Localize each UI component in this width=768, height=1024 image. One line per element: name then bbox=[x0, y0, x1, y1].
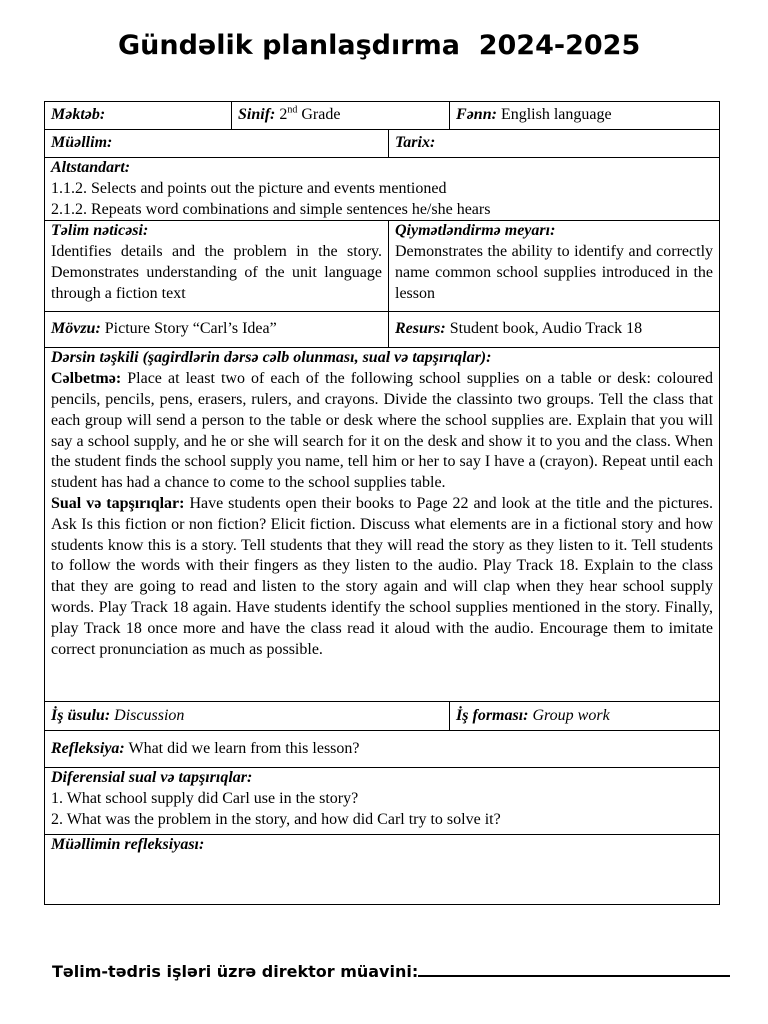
motivation-paragraph bbox=[51, 369, 713, 494]
teacher-reflection-row bbox=[45, 835, 720, 905]
outcome-text: Identifies details and the problem in the story. Demonstrates understanding of the unit language through a fiction text bbox=[51, 243, 382, 302]
director-label: Təlim-tədris işləri üzrə direktor müavini: bbox=[52, 962, 419, 981]
director-signature-line bbox=[52, 957, 730, 981]
tasks-text: Have students open their books to Page 22 and look at the title and the pictures. Ask Is this fiction or non fiction? Elicit fiction. Discuss what elements are in a fictional story and how students know this is a story. Tell students that they will read the story as they listen to it. Tell students to follow the words with their fingers as they listen to the audio. Play Track 18. Explain to the class that they are going to read and listen to the story again and will clap when they hear school supply words. Play Track 18 again. Have students identify the school supplies mentioned in the story. Finally, play Track 18 once more and have the class read it aloud with the audio. Encourage them to imitate correct pronunciation as much as possible. bbox=[51, 494, 714, 658]
grade-cell bbox=[232, 102, 450, 130]
substandard-row bbox=[45, 158, 720, 221]
signature-blank-line bbox=[418, 957, 730, 977]
lesson-plan-table bbox=[44, 101, 720, 905]
tasks-paragraph bbox=[51, 494, 713, 660]
assessment-cell bbox=[389, 221, 720, 312]
topic-value: Picture Story “Carl’s Idea” bbox=[100, 320, 277, 338]
differential-row bbox=[45, 768, 720, 835]
substandard-cell bbox=[45, 158, 720, 221]
teacher-reflection-label: Müəllimin refleksiyası: bbox=[51, 836, 205, 854]
organization-cell bbox=[45, 348, 720, 702]
differential-cell bbox=[45, 768, 720, 835]
subject-value: English language bbox=[496, 106, 612, 124]
reflection-cell bbox=[45, 731, 720, 768]
resource-value: Student book, Audio Track 18 bbox=[445, 320, 643, 338]
subject-cell bbox=[450, 102, 720, 130]
date-label: Tarix: bbox=[395, 134, 436, 152]
method-value: Discussion bbox=[110, 706, 185, 724]
school-label: Məktəb: bbox=[51, 106, 106, 124]
outcome-cell bbox=[45, 221, 389, 312]
resource-cell bbox=[389, 312, 720, 348]
motivation-text: Place at least two of each of the following school supplies on a table or desk: coloured pencils, pencils, pens, erasers, rulers, and crayons. Divide the classinto two groups. Tell the class that each group will send a person to the table or desk where the school supplies are. Explain that you will say a school supply, and he or she will search for it on the desk and show it to you and the class. When the student finds the school supply you name, tell him or her to say I have a (crayon). Repeat until each student has had a chance to come to the school supplies table. bbox=[51, 370, 714, 492]
topic-label: Mövzu: bbox=[51, 320, 101, 338]
outcome-row bbox=[45, 221, 720, 312]
teacher-reflection-cell bbox=[45, 835, 720, 905]
tasks-label: Sual və tapşırıqlar: bbox=[51, 494, 185, 512]
header-row bbox=[45, 102, 720, 130]
reflection-row bbox=[45, 731, 720, 768]
reflection-label: Refleksiya: bbox=[51, 739, 125, 757]
substandard-item: 2.1.2. Repeats word combinations and simple sentences he/she hears bbox=[51, 200, 491, 218]
motivation-label: Cəlbetmə: bbox=[51, 370, 122, 388]
topic-row bbox=[45, 312, 720, 348]
subject-label: Fənn: bbox=[456, 106, 497, 124]
form-cell bbox=[450, 702, 720, 731]
substandard-label: Altstandart: bbox=[51, 159, 131, 176]
school-cell bbox=[45, 102, 232, 130]
outcome-label: Təlim nəticəsi: bbox=[51, 222, 149, 240]
resource-label: Resurs: bbox=[395, 320, 446, 338]
grade-number: 2 bbox=[279, 106, 288, 124]
teacher-row bbox=[45, 130, 720, 158]
differential-item: 1. What school supply did Carl use in the story? bbox=[51, 790, 359, 808]
date-cell bbox=[389, 130, 720, 158]
teacher-label: Müəllim: bbox=[51, 134, 113, 152]
grade-label: Sinif: bbox=[238, 106, 276, 124]
method-cell bbox=[45, 702, 450, 731]
grade-suffix: nd bbox=[287, 104, 298, 116]
form-value: Group work bbox=[528, 706, 610, 724]
organization-row bbox=[45, 348, 720, 702]
grade-text: Grade bbox=[297, 106, 341, 124]
organization-label: Dərsin təşkili (şagirdlərin dərsə cəlb olunması, sual və tapşırıqlar): bbox=[51, 349, 492, 367]
assessment-label: Qiymətləndirmə meyarı: bbox=[395, 222, 556, 240]
reflection-value: What did we learn from this lesson? bbox=[124, 739, 360, 757]
differential-label: Diferensial sual və tapşırıqlar: bbox=[51, 769, 253, 787]
substandard-item: 1.1.2. Selects and points out the picture and events mentioned bbox=[51, 179, 447, 197]
method-row bbox=[45, 702, 720, 731]
page-title: Gündəlik planlaşdırma 2024-2025 bbox=[118, 30, 641, 61]
differential-item: 2. What was the problem in the story, and how did Carl try to solve it? bbox=[51, 810, 501, 828]
form-label: İş forması: bbox=[456, 706, 529, 724]
method-label: İş üsulu: bbox=[51, 706, 111, 724]
topic-cell bbox=[45, 312, 389, 348]
assessment-text: Demonstrates the ability to identify and correctly name common school supplies introduced in the lesson bbox=[395, 243, 714, 302]
teacher-cell bbox=[45, 130, 389, 158]
